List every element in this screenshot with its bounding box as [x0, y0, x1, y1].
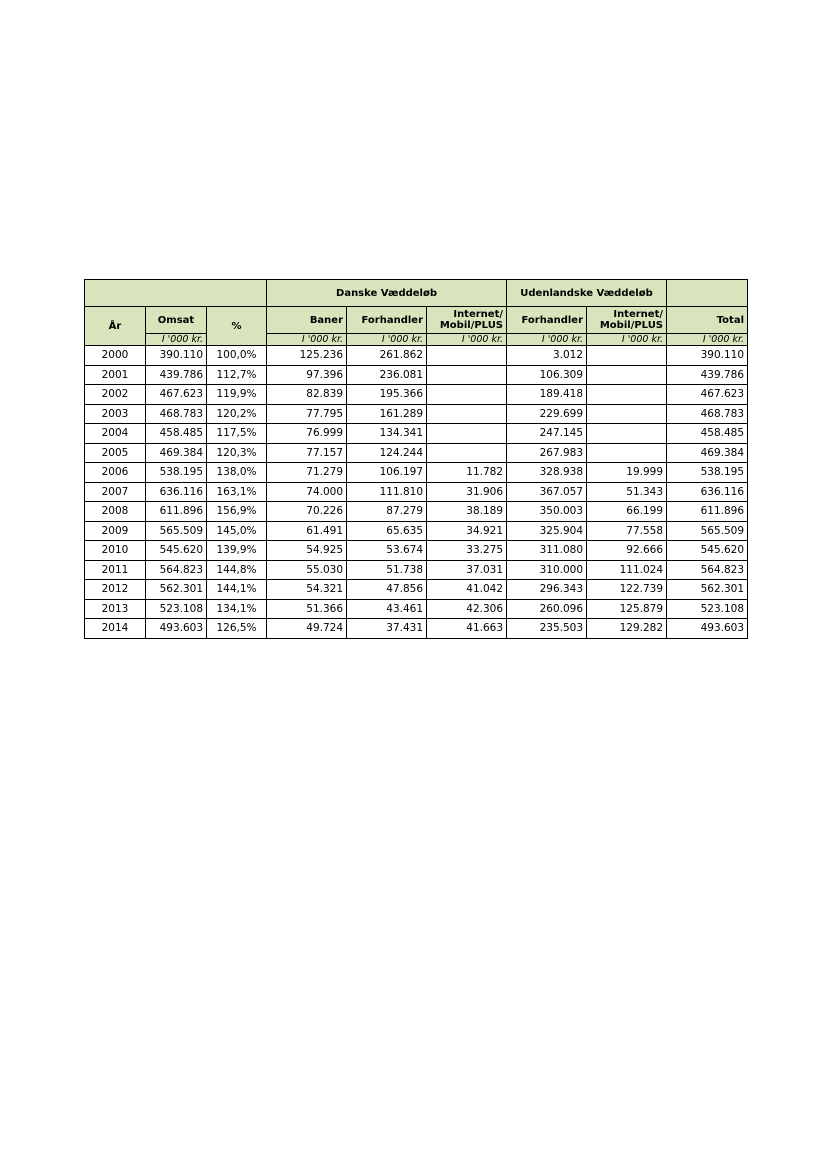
unit-internet-dk: I '000 kr. — [427, 334, 507, 346]
cell-internet-ud — [587, 443, 667, 463]
cell-omsat: 564.823 — [146, 560, 207, 580]
cell-omsat: 565.509 — [146, 521, 207, 541]
header-internet-ud — [587, 307, 667, 334]
cell-omsat: 469.384 — [146, 443, 207, 463]
cell-internet-ud — [587, 385, 667, 405]
cell-internet-ud — [587, 424, 667, 444]
cell-baner: 76.999 — [267, 424, 347, 444]
cell-omsat: 545.620 — [146, 541, 207, 561]
cell-internet-dk: 11.782 — [427, 463, 507, 483]
cell-total: 493.603 — [667, 619, 748, 639]
cell-internet-ud — [587, 404, 667, 424]
unit-forhandler-dk: I '000 kr. — [347, 334, 427, 346]
cell-pct: 145,0% — [207, 521, 267, 541]
cell-forhandler-ud: 267.983 — [507, 443, 587, 463]
table-row — [85, 365, 748, 385]
cell-total: 545.620 — [667, 541, 748, 561]
cell-baner: 51.366 — [267, 599, 347, 619]
cell-total: 562.301 — [667, 580, 748, 600]
blank-group-cell — [85, 280, 267, 307]
blank-total-group-cell — [667, 280, 748, 307]
cell-forhandler-dk: 195.366 — [347, 385, 427, 405]
cell-internet-dk: 41.663 — [427, 619, 507, 639]
header-internet-dk-line1: Internet/ — [453, 309, 504, 320]
cell-baner: 82.839 — [267, 385, 347, 405]
cell-forhandler-dk: 111.810 — [347, 482, 427, 502]
header-forhandler-ud: Forhandler — [507, 307, 587, 334]
cell-baner: 49.724 — [267, 619, 347, 639]
cell-total: 458.485 — [667, 424, 748, 444]
cell-forhandler-ud: 260.096 — [507, 599, 587, 619]
table-row — [85, 463, 748, 483]
cell-internet-dk — [427, 404, 507, 424]
cell-internet-ud: 19.999 — [587, 463, 667, 483]
table-row — [85, 385, 748, 405]
cell-total: 467.623 — [667, 385, 748, 405]
unit-forhandler-ud: I '000 kr. — [507, 334, 587, 346]
group-udenlandske: Udenlandske Væddeløb — [507, 280, 667, 307]
cell-total: 611.896 — [667, 502, 748, 522]
cell-internet-ud: 66.199 — [587, 502, 667, 522]
cell-internet-dk — [427, 385, 507, 405]
cell-internet-dk — [427, 346, 507, 366]
table-row — [85, 346, 748, 366]
cell-forhandler-ud: 235.503 — [507, 619, 587, 639]
header-internet-dk — [427, 307, 507, 334]
cell-internet-dk: 31.906 — [427, 482, 507, 502]
cell-year: 2000 — [85, 346, 146, 366]
cell-forhandler-dk: 134.341 — [347, 424, 427, 444]
cell-year: 2005 — [85, 443, 146, 463]
cell-pct: 138,0% — [207, 463, 267, 483]
group-header-row — [85, 280, 748, 307]
cell-forhandler-dk: 87.279 — [347, 502, 427, 522]
cell-forhandler-ud: 350.003 — [507, 502, 587, 522]
cell-forhandler-ud: 296.343 — [507, 580, 587, 600]
cell-pct: 144,1% — [207, 580, 267, 600]
cell-forhandler-ud: 247.145 — [507, 424, 587, 444]
turnover-table-sheet — [84, 279, 747, 639]
cell-total: 636.116 — [667, 482, 748, 502]
cell-forhandler-dk: 106.197 — [347, 463, 427, 483]
cell-year: 2006 — [85, 463, 146, 483]
cell-forhandler-ud: 310.000 — [507, 560, 587, 580]
cell-pct: 120,2% — [207, 404, 267, 424]
cell-baner: 125.236 — [267, 346, 347, 366]
cell-pct: 163,1% — [207, 482, 267, 502]
table-row — [85, 560, 748, 580]
cell-internet-ud: 122.739 — [587, 580, 667, 600]
cell-pct: 117,5% — [207, 424, 267, 444]
cell-forhandler-dk: 124.244 — [347, 443, 427, 463]
cell-total: 538.195 — [667, 463, 748, 483]
cell-omsat: 467.623 — [146, 385, 207, 405]
cell-baner: 54.925 — [267, 541, 347, 561]
cell-baner: 97.396 — [267, 365, 347, 385]
cell-pct: 139,9% — [207, 541, 267, 561]
cell-forhandler-ud: 311.080 — [507, 541, 587, 561]
cell-internet-dk — [427, 365, 507, 385]
cell-omsat: 468.783 — [146, 404, 207, 424]
cell-total: 564.823 — [667, 560, 748, 580]
cell-omsat: 523.108 — [146, 599, 207, 619]
cell-baner: 55.030 — [267, 560, 347, 580]
cell-baner: 77.157 — [267, 443, 347, 463]
cell-internet-ud: 129.282 — [587, 619, 667, 639]
cell-baner: 54.321 — [267, 580, 347, 600]
cell-total: 439.786 — [667, 365, 748, 385]
cell-internet-dk: 41.042 — [427, 580, 507, 600]
unit-total: I '000 kr. — [667, 334, 748, 346]
table-row — [85, 521, 748, 541]
table-row — [85, 443, 748, 463]
cell-year: 2001 — [85, 365, 146, 385]
header-internet-ud-line2: Mobil/PLUS — [599, 320, 664, 331]
cell-year: 2013 — [85, 599, 146, 619]
cell-omsat: 439.786 — [146, 365, 207, 385]
cell-forhandler-dk: 47.856 — [347, 580, 427, 600]
header-internet-ud-line1: Internet/ — [613, 309, 664, 320]
cell-year: 2008 — [85, 502, 146, 522]
cell-internet-ud: 111.024 — [587, 560, 667, 580]
cell-internet-ud: 125.879 — [587, 599, 667, 619]
cell-pct: 126,5% — [207, 619, 267, 639]
unit-baner: I '000 kr. — [267, 334, 347, 346]
column-header-row — [85, 307, 748, 334]
table-row — [85, 482, 748, 502]
cell-forhandler-ud: 325.904 — [507, 521, 587, 541]
cell-omsat: 611.896 — [146, 502, 207, 522]
table-row — [85, 502, 748, 522]
cell-pct: 120,3% — [207, 443, 267, 463]
cell-total: 469.384 — [667, 443, 748, 463]
cell-baner: 61.491 — [267, 521, 347, 541]
cell-internet-dk — [427, 443, 507, 463]
cell-year: 2014 — [85, 619, 146, 639]
table-row — [85, 424, 748, 444]
cell-internet-ud: 51.343 — [587, 482, 667, 502]
cell-forhandler-dk: 43.461 — [347, 599, 427, 619]
cell-internet-dk: 33.275 — [427, 541, 507, 561]
header-pct: % — [207, 307, 267, 346]
cell-year: 2004 — [85, 424, 146, 444]
header-year: År — [85, 307, 146, 346]
cell-pct: 100,0% — [207, 346, 267, 366]
table-row — [85, 580, 748, 600]
unit-row — [85, 334, 748, 346]
unit-omsat: I '000 kr. — [146, 334, 207, 346]
table-body — [85, 280, 748, 639]
cell-forhandler-dk: 37.431 — [347, 619, 427, 639]
cell-internet-dk: 42.306 — [427, 599, 507, 619]
header-omsat: Omsat — [146, 307, 207, 334]
header-baner: Baner — [267, 307, 347, 334]
cell-forhandler-ud: 3.012 — [507, 346, 587, 366]
cell-year: 2003 — [85, 404, 146, 424]
header-forhandler-dk: Forhandler — [347, 307, 427, 334]
cell-total: 565.509 — [667, 521, 748, 541]
cell-forhandler-dk: 236.081 — [347, 365, 427, 385]
cell-baner: 70.226 — [267, 502, 347, 522]
table-row — [85, 541, 748, 561]
cell-internet-ud: 77.558 — [587, 521, 667, 541]
cell-forhandler-dk: 65.635 — [347, 521, 427, 541]
cell-forhandler-ud: 367.057 — [507, 482, 587, 502]
cell-forhandler-ud: 106.309 — [507, 365, 587, 385]
cell-year: 2007 — [85, 482, 146, 502]
cell-omsat: 538.195 — [146, 463, 207, 483]
cell-omsat: 458.485 — [146, 424, 207, 444]
cell-internet-ud — [587, 346, 667, 366]
cell-year: 2012 — [85, 580, 146, 600]
cell-pct: 144,8% — [207, 560, 267, 580]
cell-pct: 112,7% — [207, 365, 267, 385]
cell-baner: 77.795 — [267, 404, 347, 424]
cell-pct: 134,1% — [207, 599, 267, 619]
cell-total: 390.110 — [667, 346, 748, 366]
cell-year: 2011 — [85, 560, 146, 580]
cell-forhandler-dk: 53.674 — [347, 541, 427, 561]
cell-baner: 74.000 — [267, 482, 347, 502]
cell-forhandler-ud: 189.418 — [507, 385, 587, 405]
cell-internet-dk: 38.189 — [427, 502, 507, 522]
cell-internet-dk: 37.031 — [427, 560, 507, 580]
cell-internet-dk: 34.921 — [427, 521, 507, 541]
table-row — [85, 619, 748, 639]
cell-internet-ud: 92.666 — [587, 541, 667, 561]
unit-internet-ud: I '000 kr. — [587, 334, 667, 346]
cell-forhandler-ud: 229.699 — [507, 404, 587, 424]
table-row — [85, 599, 748, 619]
cell-forhandler-dk: 161.289 — [347, 404, 427, 424]
cell-internet-dk — [427, 424, 507, 444]
cell-omsat: 636.116 — [146, 482, 207, 502]
group-danske: Danske Væddeløb — [267, 280, 507, 307]
cell-omsat: 562.301 — [146, 580, 207, 600]
cell-year: 2002 — [85, 385, 146, 405]
header-internet-dk-line2: Mobil/PLUS — [439, 320, 504, 331]
cell-internet-ud — [587, 365, 667, 385]
cell-pct: 119,9% — [207, 385, 267, 405]
cell-omsat: 390.110 — [146, 346, 207, 366]
cell-total: 523.108 — [667, 599, 748, 619]
cell-baner: 71.279 — [267, 463, 347, 483]
cell-forhandler-ud: 328.938 — [507, 463, 587, 483]
cell-omsat: 493.603 — [146, 619, 207, 639]
cell-pct: 156,9% — [207, 502, 267, 522]
cell-total: 468.783 — [667, 404, 748, 424]
header-total: Total — [667, 307, 748, 334]
cell-forhandler-dk: 261.862 — [347, 346, 427, 366]
table-row — [85, 404, 748, 424]
turnover-table — [84, 279, 748, 639]
cell-year: 2010 — [85, 541, 146, 561]
cell-year: 2009 — [85, 521, 146, 541]
cell-forhandler-dk: 51.738 — [347, 560, 427, 580]
